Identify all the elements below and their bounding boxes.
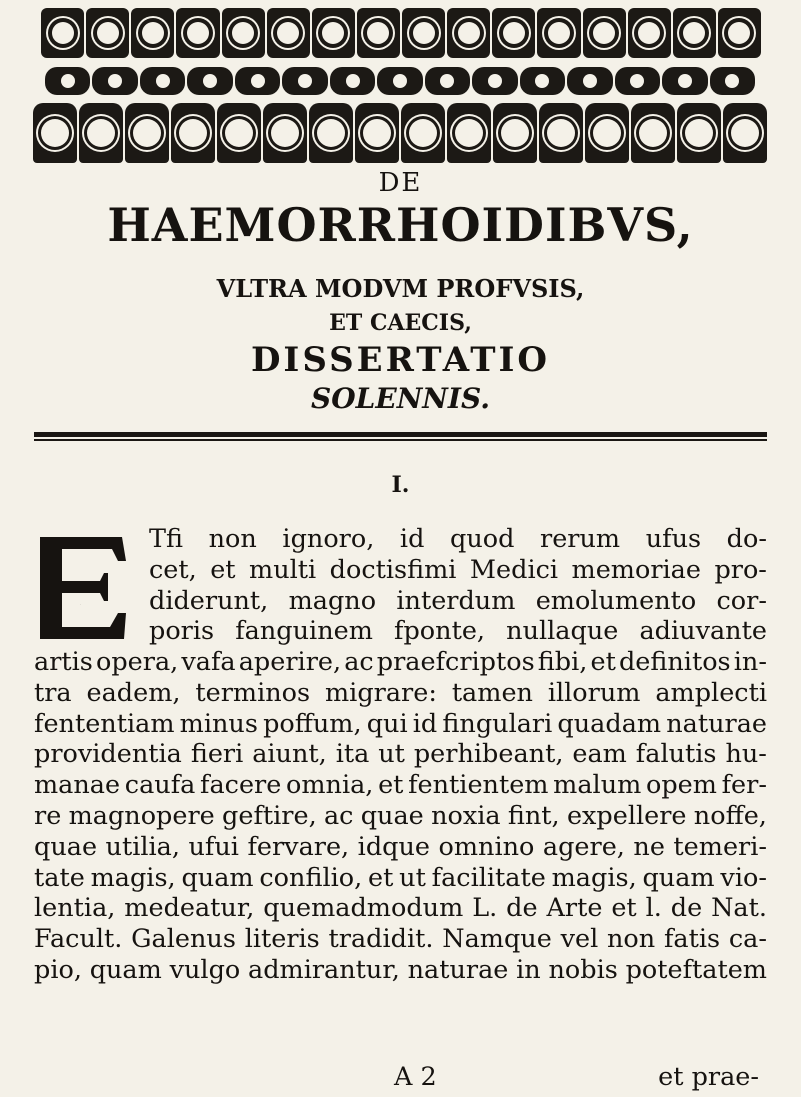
catchword: et prae- [658,1062,759,1092]
ornament-icon [86,8,129,58]
text-line: pio, quam vulgo admirantur, naturae in nobis poteftatem [34,954,767,985]
text-line: manae caufa facere omnia, et fentientem malum opem fer- [34,770,767,801]
ornament-icon [401,103,445,163]
ornament-icon [447,103,491,163]
ornament-icon [171,103,215,163]
ornament-icon [33,103,77,163]
text-line: fententiam minus poffum, qui id fingulari quadam naturae [34,708,767,739]
ornament-icon [631,103,675,163]
ornament-icon [677,103,721,163]
ornament-icon [583,8,626,58]
subtitle-line-1: VLTRA MODVM PROFVSIS, [216,274,585,303]
ornament-icon [309,103,353,163]
ornament-icon [628,8,671,58]
ornament-icon [79,103,123,163]
ornament-icon [615,67,660,95]
text-line: Facult. Galenus literis tradidit. Namque vel non fatis ca- [34,924,767,955]
divider-thick [34,432,767,437]
text-line: quae utilia, ufui fervare, idque omnino agere, ne temeri- [34,831,767,862]
ornament-icon [187,67,232,95]
ornament-icon [585,103,629,163]
ornament-icon [472,67,517,95]
ornament-icon [92,67,137,95]
text-line: artis opera, vafa aperire, ac praefcriptos fibi, et definitos in- [34,647,767,677]
ornament-icon [520,67,565,95]
ornament-icon [235,67,280,95]
text-line: lentia, medeatur, quemadmodum L. de Arte et l. de Nat. [34,893,767,924]
text-line: tate magis, quam confilio, et ut facilitate magis, quam vio- [34,862,767,893]
text-line: tra eadem, terminos migrare: tamen illorum amplecti [34,677,767,708]
ornament-icon [447,8,490,58]
ornament-icon [140,67,185,95]
ornament-row-bottom [32,100,768,166]
ornament-row-top [40,5,762,61]
text-line: cet, et multi doctisfimi Medici memoriae pro- [149,554,767,585]
ornament-icon [710,67,755,95]
text-line: diderunt, magno interdum emolumento cor- [149,585,767,616]
ornament-icon [125,103,169,163]
ornament-icon [357,8,400,58]
page-title: HAEMORRHOIDIBVS, [107,198,694,252]
signature-mark: A 2 [394,1062,437,1092]
text-line: poris fanguinem fponte, nullaque adiuvante [149,616,767,647]
ornament-icon [662,67,707,95]
ornament-icon [330,67,375,95]
text-line: Tfi non ignoro, id quod rerum ufus do- [149,524,767,554]
dissertatio-heading: DISSERTATIO [250,340,551,380]
ornament-icon [493,103,537,163]
ornament-icon [567,67,612,95]
ornament-icon [131,8,174,58]
ornament-icon [377,67,422,95]
ornament-icon [267,8,310,58]
ornament-icon [45,67,90,95]
subtitle-line-2: ET CAECIS, [329,310,472,336]
ornament-icon [402,8,445,58]
ornament-icon [537,8,580,58]
ornament-icon [539,103,583,163]
ornament-icon [312,8,355,58]
ornament-icon [263,103,307,163]
divider-thin [34,439,767,441]
ornament-icon [217,103,261,163]
solennis-heading: SOLENNIS. [311,382,490,415]
body-paragraph [34,647,767,986]
section-number: I. [391,472,410,498]
ornament-icon [355,103,399,163]
dropcap-letter: E [80,605,81,606]
ornament-icon [492,8,535,58]
ornament-icon [176,8,219,58]
text-line: providentia fieri aiunt, ita ut perhibeant, eam falutis hu- [34,739,767,770]
dropcap-e [34,533,126,643]
ornament-icon [723,103,767,163]
title-de: DE [378,168,423,198]
ornament-icon [41,8,84,58]
ornament-icon [425,67,470,95]
ornament-icon [673,8,716,58]
ornament-row-middle [44,64,756,98]
text-line: re magnopere geftire, ac quae noxia fint, expellere noffe, [34,800,767,831]
ornament-icon [222,8,265,58]
ornament-icon [282,67,327,95]
indented-paragraph [149,524,767,647]
ornament-icon [718,8,761,58]
